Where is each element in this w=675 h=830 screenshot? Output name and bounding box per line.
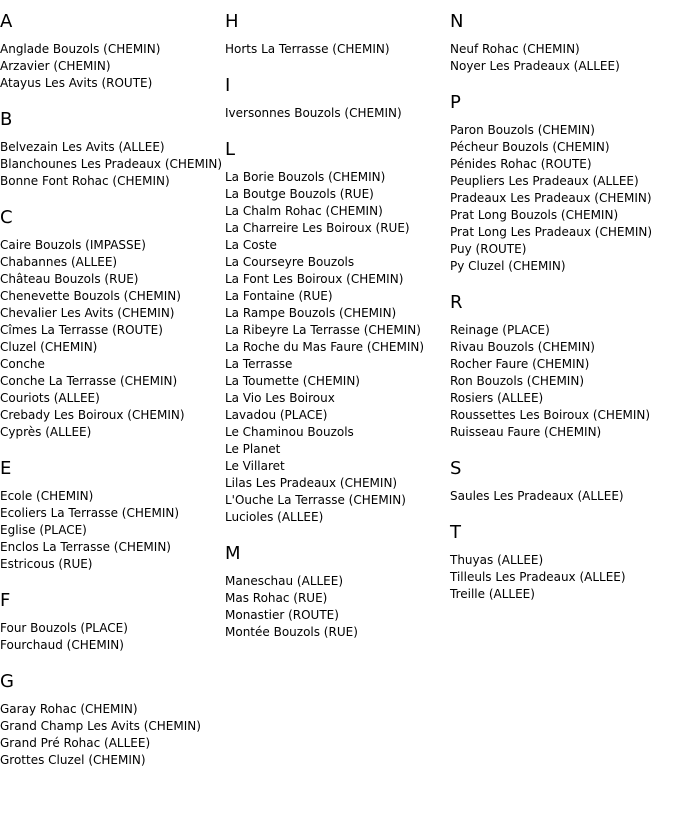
street-entry: Py Cluzel (CHEMIN) bbox=[450, 259, 566, 273]
street-entry: La Terrasse bbox=[225, 357, 293, 371]
letter-section bbox=[450, 11, 675, 75]
street-entry: Cîmes La Terrasse (ROUTE) bbox=[0, 323, 163, 337]
street-entry: Ruisseau Faure (CHEMIN) bbox=[450, 425, 602, 439]
street-entry: Pécheur Bouzols (CHEMIN) bbox=[450, 140, 610, 154]
section-letter-heading: C bbox=[0, 207, 13, 228]
street-list bbox=[225, 105, 450, 122]
street-entry: Chenevette Bouzols (CHEMIN) bbox=[0, 289, 181, 303]
street-entry: Le Chaminou Bouzols bbox=[225, 425, 354, 439]
street-entry: Montée Bouzols (RUE) bbox=[225, 625, 358, 639]
street-entry: Pénides Rohac (ROUTE) bbox=[450, 157, 592, 171]
street-list bbox=[450, 322, 675, 441]
section-letter-heading: G bbox=[0, 671, 14, 692]
street-list bbox=[450, 41, 675, 75]
street-entry: Ecoliers La Terrasse (CHEMIN) bbox=[0, 506, 180, 520]
street-entry: Four Bouzols (PLACE) bbox=[0, 621, 128, 635]
letter-section bbox=[0, 671, 225, 769]
street-entry: Roussettes Les Boiroux (CHEMIN) bbox=[450, 408, 651, 422]
street-entry: Peupliers Les Pradeaux (ALLEE) bbox=[450, 174, 639, 188]
letter-section bbox=[450, 522, 675, 603]
column-1 bbox=[0, 0, 225, 786]
letter-section bbox=[0, 458, 225, 573]
street-list bbox=[450, 488, 675, 505]
street-entry: Grottes Cluzel (CHEMIN) bbox=[0, 753, 146, 767]
column-3 bbox=[450, 0, 675, 620]
street-entry: Conche bbox=[0, 357, 45, 371]
letter-section bbox=[0, 207, 225, 441]
street-entry: Horts La Terrasse (CHEMIN) bbox=[225, 42, 390, 56]
street-entry: Belvezain Les Avits (ALLEE) bbox=[0, 140, 165, 154]
street-entry: Anglade Bouzols (CHEMIN) bbox=[0, 42, 161, 56]
letter-section bbox=[225, 75, 450, 122]
street-entry: Arzavier (CHEMIN) bbox=[0, 59, 111, 73]
street-list bbox=[225, 169, 450, 526]
street-entry: Bonne Font Rohac (CHEMIN) bbox=[0, 174, 170, 188]
section-letter-heading: E bbox=[0, 458, 12, 479]
street-entry: Mas Rohac (RUE) bbox=[225, 591, 328, 605]
letter-section bbox=[0, 11, 225, 92]
street-entry: Garay Rohac (CHEMIN) bbox=[0, 702, 138, 716]
street-entry: La Rampe Bouzols (CHEMIN) bbox=[225, 306, 397, 320]
street-entry: Iversonnes Bouzols (CHEMIN) bbox=[225, 106, 402, 120]
street-list bbox=[0, 620, 225, 654]
street-list bbox=[450, 122, 675, 275]
street-entry: Atayus Les Avits (ROUTE) bbox=[0, 76, 153, 90]
street-entry: Crebady Les Boiroux (CHEMIN) bbox=[0, 408, 185, 422]
section-letter-heading: T bbox=[450, 522, 461, 543]
street-entry: Conche La Terrasse (CHEMIN) bbox=[0, 374, 178, 388]
street-entry: La Font Les Boiroux (CHEMIN) bbox=[225, 272, 404, 286]
street-entry: Grand Champ Les Avits (CHEMIN) bbox=[0, 719, 201, 733]
street-entry: Treille (ALLEE) bbox=[450, 587, 535, 601]
street-entry: La Fontaine (RUE) bbox=[225, 289, 333, 303]
street-entry: Cyprès (ALLEE) bbox=[0, 425, 92, 439]
street-entry: Le Villaret bbox=[225, 459, 285, 473]
street-entry: Fourchaud (CHEMIN) bbox=[0, 638, 124, 652]
street-entry: Noyer Les Pradeaux (ALLEE) bbox=[450, 59, 620, 73]
section-letter-heading: I bbox=[225, 75, 231, 96]
street-list bbox=[0, 139, 225, 190]
letter-section bbox=[450, 458, 675, 505]
street-entry: La Vio Les Boiroux bbox=[225, 391, 335, 405]
street-entry: Tilleuls Les Pradeaux (ALLEE) bbox=[450, 570, 626, 584]
street-entry: Rocher Faure (CHEMIN) bbox=[450, 357, 590, 371]
section-letter-heading: F bbox=[0, 590, 11, 611]
street-list bbox=[450, 552, 675, 603]
letter-section bbox=[225, 11, 450, 58]
street-entry: Rivau Bouzols (CHEMIN) bbox=[450, 340, 595, 354]
street-entry: Lavadou (PLACE) bbox=[225, 408, 328, 422]
street-entry: La Chalm Rohac (CHEMIN) bbox=[225, 204, 383, 218]
street-entry: Paron Bouzols (CHEMIN) bbox=[450, 123, 595, 137]
letter-section bbox=[450, 292, 675, 441]
street-entry: Thuyas (ALLEE) bbox=[450, 553, 544, 567]
street-entry: Rosiers (ALLEE) bbox=[450, 391, 544, 405]
street-entry: Lilas Les Pradeaux (CHEMIN) bbox=[225, 476, 398, 490]
street-entry: Neuf Rohac (CHEMIN) bbox=[450, 42, 580, 56]
street-entry: Prat Long Bouzols (CHEMIN) bbox=[450, 208, 619, 222]
street-list bbox=[225, 573, 450, 641]
street-entry: Couriots (ALLEE) bbox=[0, 391, 100, 405]
section-letter-heading: A bbox=[0, 11, 13, 32]
street-entry: La Boutge Bouzols (RUE) bbox=[225, 187, 374, 201]
street-entry: Puy (ROUTE) bbox=[450, 242, 527, 256]
street-entry: Prat Long Les Pradeaux (CHEMIN) bbox=[450, 225, 653, 239]
letter-section bbox=[0, 590, 225, 654]
street-entry: Grand Pré Rohac (ALLEE) bbox=[0, 736, 151, 750]
street-entry: Caire Bouzols (IMPASSE) bbox=[0, 238, 146, 252]
street-entry: Château Bouzols (RUE) bbox=[0, 272, 139, 286]
section-letter-heading: M bbox=[225, 543, 241, 564]
street-entry: Maneschau (ALLEE) bbox=[225, 574, 344, 588]
street-entry: La Ribeyre La Terrasse (CHEMIN) bbox=[225, 323, 421, 337]
section-letter-heading: S bbox=[450, 458, 462, 479]
section-letter-heading: N bbox=[450, 11, 464, 32]
street-entry: Lucioles (ALLEE) bbox=[225, 510, 324, 524]
street-entry: Ecole (CHEMIN) bbox=[0, 489, 94, 503]
street-entry: Chevalier Les Avits (CHEMIN) bbox=[0, 306, 175, 320]
street-list bbox=[0, 237, 225, 441]
street-list bbox=[225, 41, 450, 58]
letter-section bbox=[450, 92, 675, 275]
street-entry: La Courseyre Bouzols bbox=[225, 255, 355, 269]
street-entry: L'Ouche La Terrasse (CHEMIN) bbox=[225, 493, 406, 507]
section-letter-heading: L bbox=[225, 139, 236, 160]
street-entry: La Coste bbox=[225, 238, 277, 252]
letter-section bbox=[225, 139, 450, 526]
street-list bbox=[0, 701, 225, 769]
street-entry: La Borie Bouzols (CHEMIN) bbox=[225, 170, 386, 184]
street-entry: Ron Bouzols (CHEMIN) bbox=[450, 374, 584, 388]
street-entry: La Charreire Les Boiroux (RUE) bbox=[225, 221, 410, 235]
street-entry: Reinage (PLACE) bbox=[450, 323, 550, 337]
street-list bbox=[0, 41, 225, 92]
street-list bbox=[0, 488, 225, 573]
section-letter-heading: B bbox=[0, 109, 13, 130]
street-entry: La Toumette (CHEMIN) bbox=[225, 374, 360, 388]
street-entry: Blanchounes Les Pradeaux (CHEMIN) bbox=[0, 157, 223, 171]
letter-section bbox=[225, 543, 450, 641]
section-letter-heading: H bbox=[225, 11, 239, 32]
column-2 bbox=[225, 0, 450, 658]
letter-section bbox=[0, 109, 225, 190]
street-entry: Chabannes (ALLEE) bbox=[0, 255, 118, 269]
street-entry: Cluzel (CHEMIN) bbox=[0, 340, 98, 354]
street-entry: Pradeaux Les Pradeaux (CHEMIN) bbox=[450, 191, 652, 205]
street-entry: Eglise (PLACE) bbox=[0, 523, 87, 537]
street-entry: La Roche du Mas Faure (CHEMIN) bbox=[225, 340, 425, 354]
street-entry: Saules Les Pradeaux (ALLEE) bbox=[450, 489, 624, 503]
street-entry: Monastier (ROUTE) bbox=[225, 608, 339, 622]
section-letter-heading: P bbox=[450, 92, 461, 113]
street-entry: Le Planet bbox=[225, 442, 281, 456]
section-letter-heading: R bbox=[450, 292, 463, 313]
street-entry: Estricous (RUE) bbox=[0, 557, 93, 571]
street-entry: Enclos La Terrasse (CHEMIN) bbox=[0, 540, 171, 554]
